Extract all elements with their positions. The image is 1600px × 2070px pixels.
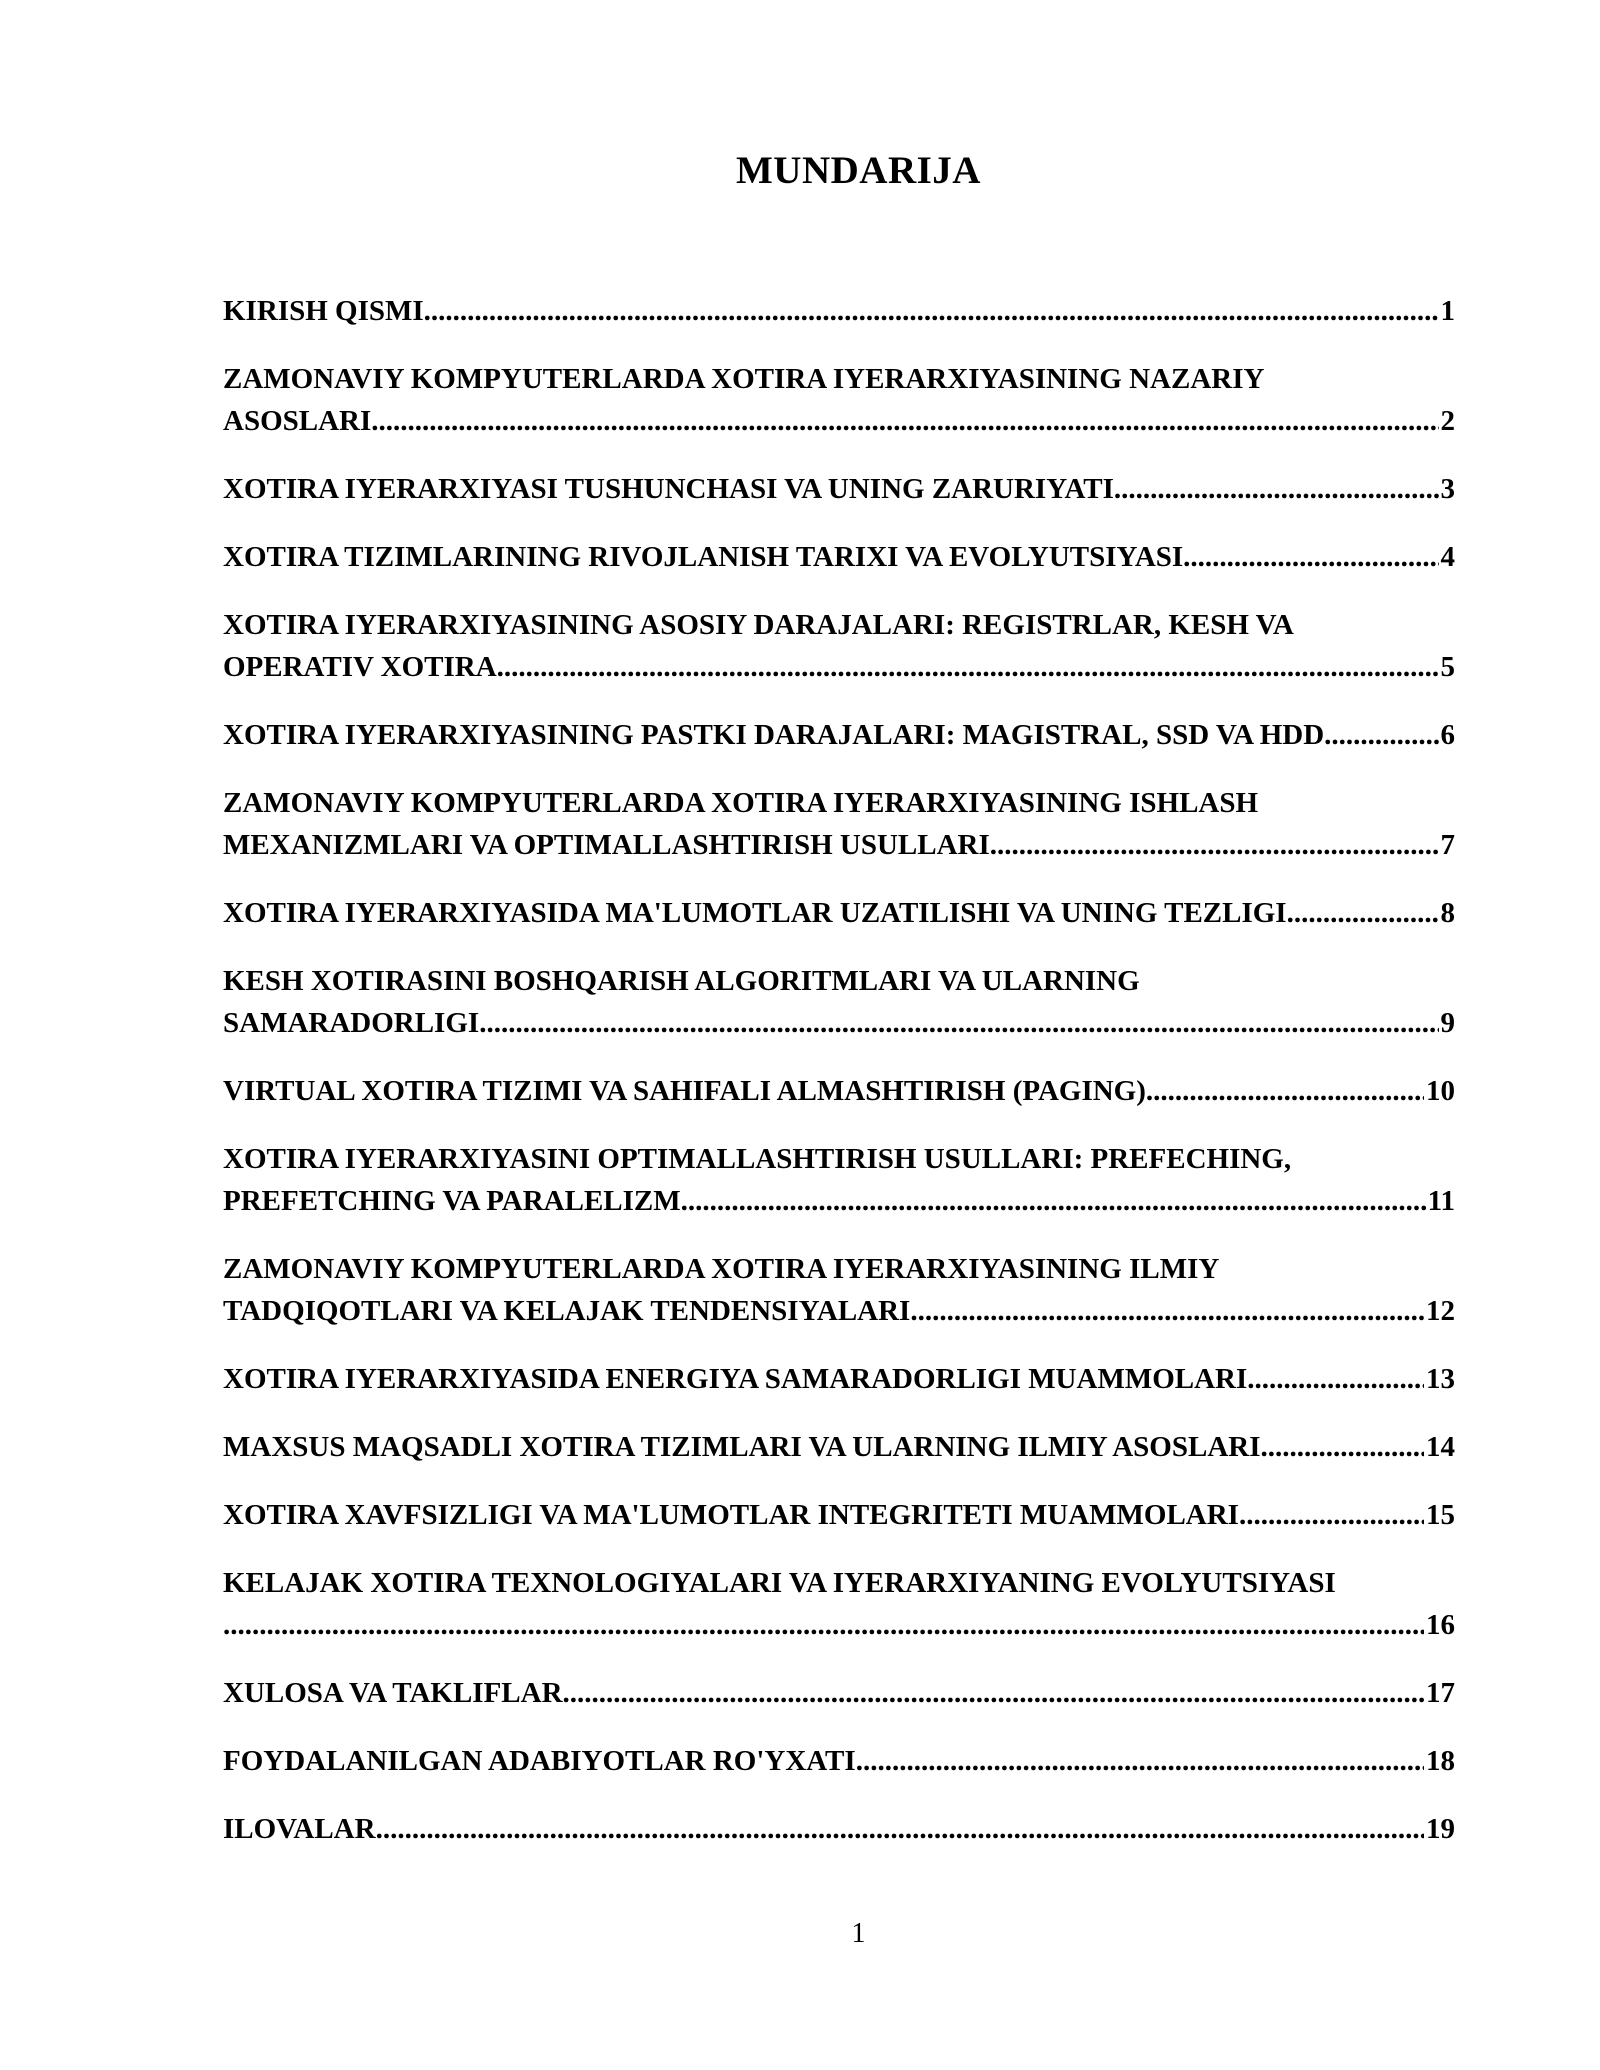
- toc-entry-title-line: XOTIRA IYERARXIYASI TUSHUNCHASI VA UNING ZARURIYATI: [223, 473, 1114, 505]
- toc-dot-leader: [1183, 536, 1438, 578]
- toc-entry-leader-row: [223, 468, 1455, 510]
- toc-entry-page-number: 1: [1440, 295, 1455, 327]
- toc-dot-leader: [1261, 1426, 1424, 1468]
- toc-entry-title-line: XULOSA VA TAKLIFLAR: [223, 1677, 563, 1709]
- toc-dot-leader: [910, 1290, 1424, 1332]
- toc-entry-title-line: XOTIRA TIZIMLARINING RIVOJLANISH TARIXI VA EVOLYUTSIYASI: [223, 541, 1184, 573]
- toc-entry-title-line: SAMARADORLIGI: [223, 1007, 480, 1039]
- toc-entry-leader-row: [223, 536, 1455, 578]
- toc-entry-title-line: XOTIRA IYERARXIYASINING ASOSIY DARAJALARI: REGISTRLAR, KESH VA: [223, 609, 1294, 641]
- toc-entry-title-line: ILOVALAR: [223, 1813, 376, 1845]
- toc-dot-leader: [497, 646, 1439, 688]
- toc-entry[interactable]: [223, 1248, 1455, 1332]
- toc-entry-page-number: 14: [1426, 1431, 1455, 1463]
- toc-entry[interactable]: [223, 1740, 1455, 1782]
- toc-entry-page-number: 3: [1440, 473, 1455, 505]
- toc-entry-leader-row: [223, 1002, 1455, 1044]
- toc-dot-leader: [376, 1808, 1424, 1850]
- toc-dot-leader: [424, 290, 1439, 332]
- toc-entry-leader-row: [223, 1426, 1455, 1468]
- page-number: 1: [851, 1918, 866, 1949]
- toc-entry[interactable]: [223, 960, 1455, 1044]
- toc-entry-page-number: 8: [1440, 897, 1455, 929]
- toc-dot-leader: [1146, 1070, 1424, 1112]
- toc-entry-page-number: 13: [1426, 1363, 1455, 1395]
- toc-entry-title-line: ZAMONAVIY KOMPYUTERLARDA XOTIRA IYERARXIYASINING ILMIY: [223, 1253, 1220, 1285]
- toc-entry[interactable]: [223, 358, 1455, 442]
- toc-entry-title-line: TADQIQOTLARI VA KELAJAK TENDENSIYALARI: [223, 1295, 911, 1327]
- table-of-contents: [223, 290, 1455, 1876]
- toc-entry-title-line: FOYDALANILGAN ADABIYOTLAR RO'YXATI: [223, 1745, 856, 1777]
- toc-entry-title-line: VIRTUAL XOTIRA TIZIMI VA SAHIFALI ALMASHTIRISH (PAGING): [223, 1075, 1146, 1107]
- toc-entry-title-line: XOTIRA XAVFSIZLIGI VA MA'LUMOTLAR INTEGRITETI MUAMMOLARI: [223, 1499, 1239, 1531]
- toc-dot-leader: [856, 1740, 1424, 1782]
- toc-entry[interactable]: [223, 1070, 1455, 1112]
- toc-entry-page-number: 19: [1426, 1813, 1455, 1845]
- toc-entry-page-number: 10: [1426, 1075, 1455, 1107]
- page-title: MUNDARIJA: [736, 149, 981, 192]
- toc-entry-title-line: ZAMONAVIY KOMPYUTERLARDA XOTIRA IYERARXIYASINING NAZARIY: [223, 363, 1265, 395]
- toc-entry-page-number: 17: [1426, 1677, 1455, 1709]
- toc-entry-leader-row: [223, 892, 1455, 934]
- toc-dot-leader: [1239, 1494, 1424, 1536]
- toc-entry-title-line: KIRISH QISMI: [223, 295, 424, 327]
- toc-entry-leader-row: [223, 1290, 1455, 1332]
- toc-entry-page-number: 12: [1426, 1295, 1455, 1327]
- toc-entry-leader-row: [223, 1494, 1455, 1536]
- toc-entry-title-line: KELAJAK XOTIRA TEXNOLOGIYALARI VA IYERARXIYANING EVOLYUTSIYASI: [223, 1567, 1336, 1599]
- toc-entry-title-line: MEXANIZMLARI VA OPTIMALLASHTIRISH USULLARI: [223, 829, 990, 861]
- toc-entry-page-number: 11: [1427, 1185, 1455, 1217]
- toc-entry-leader-row: [223, 1180, 1455, 1222]
- toc-entry-title-line: XOTIRA IYERARXIYASIDA MA'LUMOTLAR UZATILISHI VA UNING TEZLIGI: [223, 897, 1287, 929]
- toc-entry-title-line: XOTIRA IYERARXIYASINI OPTIMALLASHTIRISH USULLARI: PREFECHING,: [223, 1143, 1292, 1175]
- toc-entry-leader-row: [223, 1808, 1455, 1850]
- toc-entry-leader-row: [223, 714, 1455, 756]
- toc-dot-leader: [223, 1604, 1424, 1646]
- toc-dot-leader: [681, 1180, 1426, 1222]
- toc-entry[interactable]: [223, 1494, 1455, 1536]
- toc-entry-page-number: 18: [1426, 1745, 1455, 1777]
- toc-entry-leader-row: [223, 1070, 1455, 1112]
- toc-dot-leader: [1114, 468, 1439, 510]
- toc-dot-leader: [563, 1672, 1424, 1714]
- toc-entry-title-line: OPERATIV XOTIRA: [223, 651, 497, 683]
- toc-dot-leader: [479, 1002, 1438, 1044]
- toc-entry-title-line: KESH XOTIRASINI BOSHQARISH ALGORITMLARI VA ULARNING: [223, 965, 1140, 997]
- toc-entry[interactable]: [223, 782, 1455, 866]
- toc-entry[interactable]: [223, 1358, 1455, 1400]
- toc-entry-title-line: XOTIRA IYERARXIYASINING PASTKI DARAJALARI: MAGISTRAL, SSD VA HDD: [223, 719, 1325, 751]
- toc-entry-leader-row: [223, 1358, 1455, 1400]
- toc-entry[interactable]: [223, 1672, 1455, 1714]
- toc-entry-title-line: ASOSLARI: [223, 405, 372, 437]
- toc-entry-leader-row: [223, 824, 1455, 866]
- toc-dot-leader: [1324, 714, 1438, 756]
- toc-entry-page-number: 7: [1440, 829, 1455, 861]
- toc-entry[interactable]: [223, 892, 1455, 934]
- toc-entry[interactable]: [223, 604, 1455, 688]
- toc-entry[interactable]: [223, 714, 1455, 756]
- toc-entry-title-line: PREFETCHING VA PARALELIZM: [223, 1185, 681, 1217]
- toc-entry-title-line: MAXSUS MAQSADLI XOTIRA TIZIMLARI VA ULARNING ILMIY ASOSLARI: [223, 1431, 1261, 1463]
- toc-entry-leader-row: [223, 1604, 1455, 1646]
- toc-entry-leader-row: [223, 290, 1455, 332]
- toc-entry-title-line: ZAMONAVIY KOMPYUTERLARDA XOTIRA IYERARXIYASINING ISHLASH: [223, 787, 1259, 819]
- toc-dot-leader: [1287, 892, 1439, 934]
- toc-entry[interactable]: [223, 1138, 1455, 1222]
- toc-entry-leader-row: [223, 646, 1455, 688]
- toc-dot-leader: [371, 400, 1438, 442]
- toc-entry[interactable]: [223, 290, 1455, 332]
- toc-dot-leader: [1247, 1358, 1424, 1400]
- toc-entry-page-number: 15: [1426, 1499, 1455, 1531]
- toc-entry[interactable]: [223, 1808, 1455, 1850]
- toc-entry[interactable]: [223, 1562, 1455, 1646]
- toc-entry-leader-row: [223, 1672, 1455, 1714]
- toc-entry-page-number: 16: [1426, 1609, 1455, 1641]
- toc-dot-leader: [990, 824, 1439, 866]
- toc-entry-page-number: 9: [1440, 1007, 1455, 1039]
- toc-entry[interactable]: [223, 536, 1455, 578]
- toc-entry[interactable]: [223, 1426, 1455, 1468]
- toc-entry[interactable]: [223, 468, 1455, 510]
- toc-entry-title-line: XOTIRA IYERARXIYASIDA ENERGIYA SAMARADORLIGI MUAMMOLARI: [223, 1363, 1248, 1395]
- toc-entry-leader-row: [223, 1740, 1455, 1782]
- toc-entry-page-number: 4: [1440, 541, 1455, 573]
- toc-entry-page-number: 5: [1440, 651, 1455, 683]
- toc-entry-page-number: 6: [1440, 719, 1455, 751]
- toc-entry-leader-row: [223, 400, 1455, 442]
- toc-entry-page-number: 2: [1440, 405, 1455, 437]
